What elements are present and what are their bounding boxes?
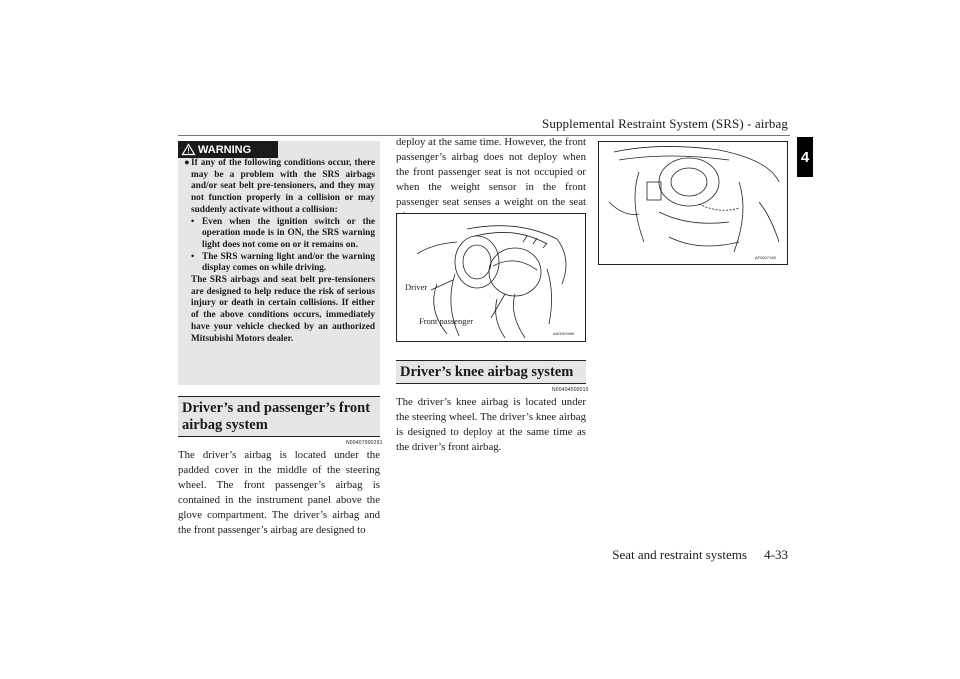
- warning-header: [178, 141, 278, 158]
- airbag-illustration: [397, 214, 585, 341]
- knee-airbag-body-text: The driver’s knee airbag is located under the steering wheel. The driver’s knee airbag is designed to deploy at the same time as the driver’s front airbag.: [396, 396, 586, 453]
- sub-bullet-icon: •: [191, 251, 195, 262]
- front-airbag-body-text: The driver’s airbag is located under the padded cover in the middle of the steering wheel. The front passenger’s airbag is contained in the instrument panel above the glove compartment. The driver’s airbag and the front passenger’s airbag are designed to: [178, 449, 380, 536]
- knee-airbag-illustration: [599, 142, 787, 264]
- figure-airbag-locations: [396, 213, 586, 342]
- warning-tail-text: The SRS airbags and seat belt pre-tensioners are designed to help reduce the risk of serious injury or death in certain collisions. If either of the above conditions occurs, immediately have your vehicle checked by an authorized Mitsubishi Motors dealer.: [191, 275, 375, 344]
- warning-box: [178, 141, 380, 385]
- figure-label-driver: Driver: [405, 282, 428, 292]
- section-code-front-airbag: N00407900291: [346, 440, 383, 446]
- figure-knee-airbag: [598, 141, 788, 265]
- page-header-title: Supplemental Restraint System (SRS) - airbag: [542, 116, 788, 131]
- warning-triangle-icon: [182, 144, 195, 155]
- warning-sub-item-text: The SRS warning light and/or the warning display comes on while driving.: [202, 251, 375, 274]
- warning-sub-item: [184, 217, 375, 252]
- footer-section: Seat and restraint systems: [612, 547, 747, 562]
- figure-code: AA0001988: [553, 331, 574, 336]
- page-footer: [612, 547, 788, 563]
- sub-bullet-icon: •: [191, 216, 195, 227]
- section-heading-front-airbag: Driver’s and passenger’s front airbag system: [178, 396, 380, 437]
- warning-bullet: [184, 158, 375, 217]
- warning-sub-item: [184, 252, 375, 275]
- section-code-knee-airbag: N00404500010: [552, 387, 589, 393]
- warning-label: WARNING: [198, 143, 252, 156]
- figure-label-front-passenger: Front passenger: [419, 316, 474, 326]
- page-number: 4-33: [764, 547, 788, 562]
- bullet-dot-icon: ●: [184, 158, 190, 168]
- front-airbag-body-text-cont: deploy at the same time. However, the front passenger’s airbag does not deploy when the front passenger seat is not occupied or when the weight sensor in the front passenger seat senses a weight on the seat: [396, 136, 586, 208]
- warning-sub-item-text: Even when the ignition switch or the operation mode is in ON, the SRS warning light does not come on or it remains on.: [202, 216, 375, 250]
- warning-bullet-text: If any of the following conditions occur, there may be a problem with the SRS airbags and/or seat belt pre-tensioners, and they may not function properly in a collision or may suddenly activate without a collision:: [191, 158, 375, 215]
- section-heading-knee-airbag: Driver’s knee airbag system: [396, 360, 586, 384]
- chapter-tab: 4: [797, 137, 813, 177]
- figure-code: AF0007198: [755, 255, 776, 260]
